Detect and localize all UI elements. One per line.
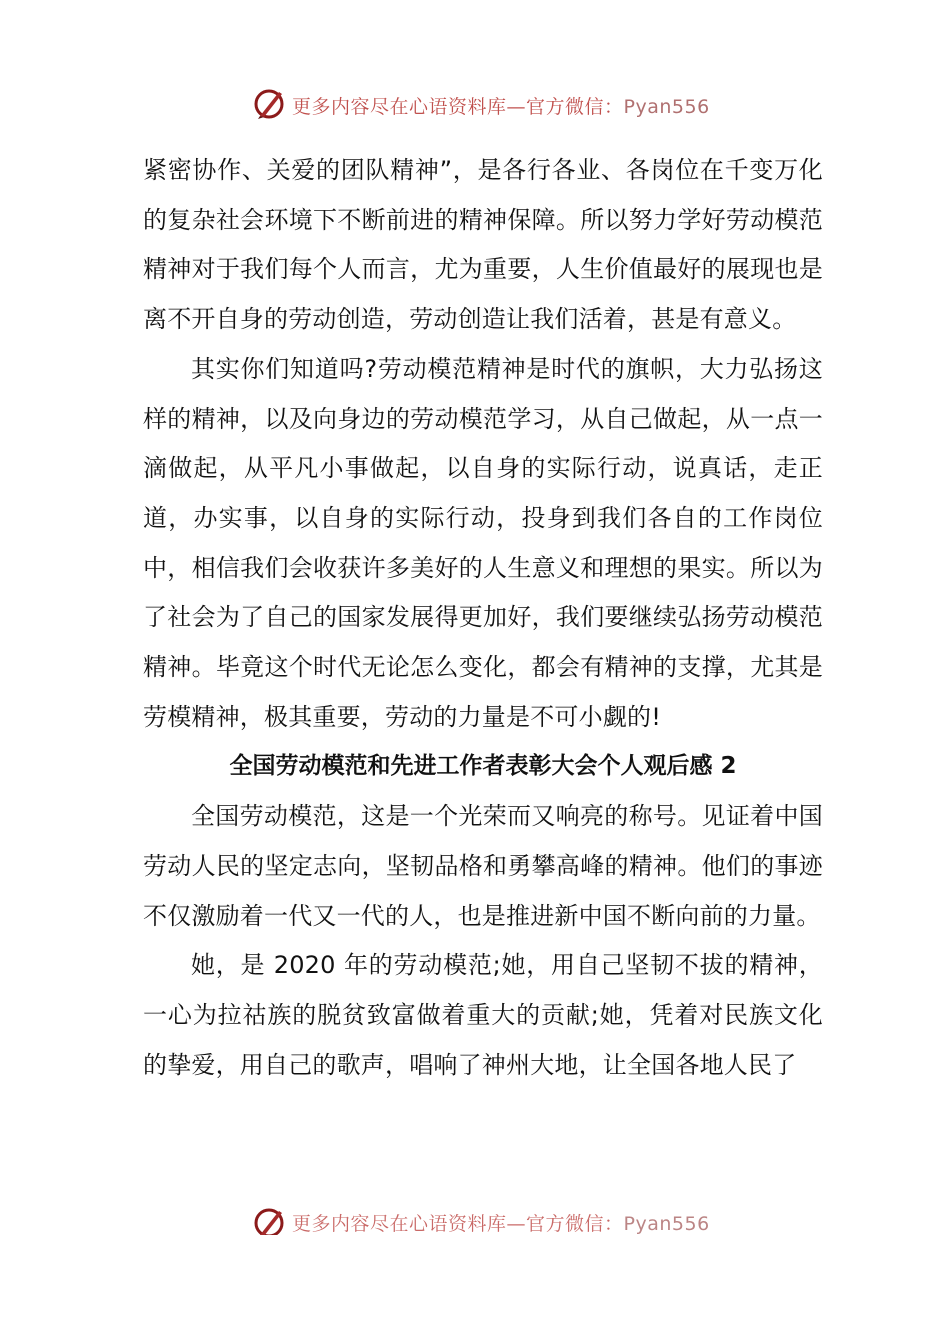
watermark-text — [292, 92, 710, 119]
pen-logo-icon — [252, 1205, 288, 1235]
watermark-label: 更多内容尽在心语资料库—官方微信： — [292, 96, 624, 118]
watermark-footer — [0, 1205, 950, 1235]
paragraph: 全国劳动模范，这是一个光荣而又响亮的称号。见证着中国劳动人民的坚定志向，坚韧品格和勇攀高峰的精神。他们的事迹不仅激励着一代又一代的人，也是推进新中国不断向前的力量。 — [143, 802, 823, 930]
watermark-id: Pyan556 — [623, 96, 710, 118]
paragraph: 其实你们知道吗?劳动模范精神是时代的旗帜，大力弘扬这样的精神，以及向身边的劳动模范学习，从自己做起，从一点一滴做起，从平凡小事做起，以自身的实际行动，说真话，走正道，办实事，以自身的实际行动，投身到我们各自的工作岗位中，相信我们会收获许多美好的人生意义和理想的果实。所以为了社会为了自己的国家发展得更加好，我们要继续弘扬劳动模范精神。毕竟这个时代无论怎么变化，都会有精神的支撑，尤其是劳模精神，极其重要，劳动的力量是不可小觑的! — [143, 354, 823, 731]
watermark-id: Pyan556 — [623, 1213, 710, 1235]
section-heading: 全国劳动模范和先进工作者表彰大会个人观后感 2 — [229, 753, 737, 780]
document-body — [143, 146, 823, 1090]
paragraph: 紧密协作、关爱的团队精神”，是各行各业、各岗位在千变万化的复杂社会环境下不断前进的精神保障。所以努力学好劳动模范精神对于我们每个人而言，尤为重要，人生价值最好的展现也是离不开自身的劳动创造，劳动创造让我们活着，甚是有意义。 — [143, 156, 823, 334]
paragraph: 她，是 2020 年的劳动模范;她，用自己坚韧不拔的精神，一心为拉祜族的脱贫致富做着重大的贡献;她，凭着对民族文化的挚爱，用自己的歌声，唱响了神州大地，让全国各地人民了 — [143, 951, 823, 1079]
watermark-header — [0, 84, 950, 124]
watermark-label: 更多内容尽在心语资料库—官方微信： — [292, 1213, 624, 1235]
pen-logo-icon — [252, 86, 288, 122]
watermark-text — [292, 1209, 710, 1235]
